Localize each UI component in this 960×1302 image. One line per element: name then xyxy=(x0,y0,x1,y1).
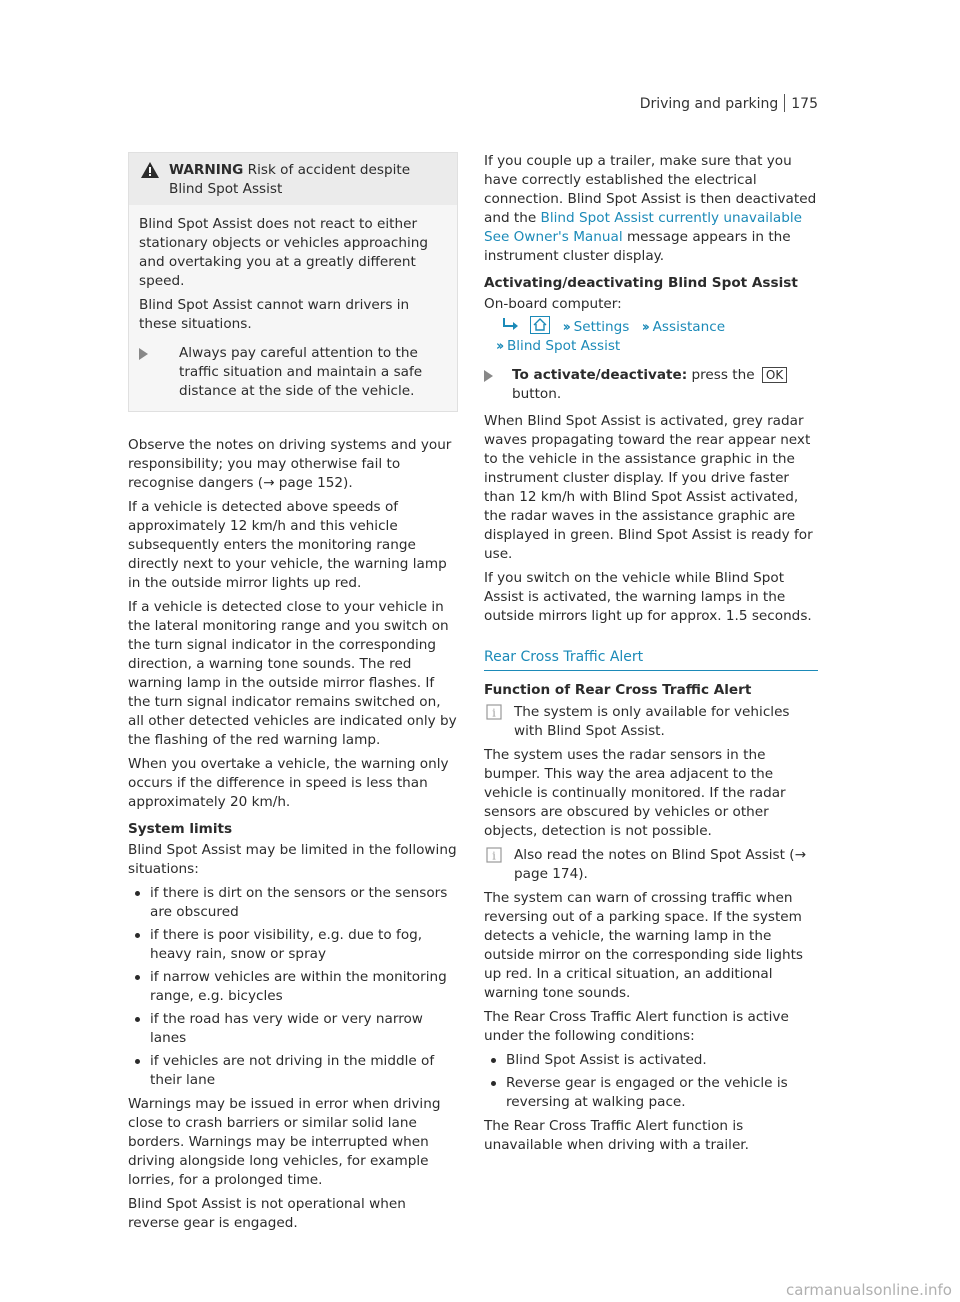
system-limits-heading: System limits xyxy=(128,821,233,837)
display-message: Blind Spot Assist currently unavailable See Owner's Manual xyxy=(484,210,802,245)
step-text: press the xyxy=(691,367,755,383)
list-item: if there is dirt on the sensors or the sensors are obscured xyxy=(128,884,458,922)
note-text: The system is only available for vehicles with Blind Spot Assist. xyxy=(514,704,790,739)
warning-triangle-icon xyxy=(141,162,159,178)
paragraph: When you overtake a vehicle, the warning only occurs if the difference in speed is less than approximately 20 km/h. xyxy=(128,756,449,810)
menu-path-row xyxy=(484,337,818,356)
svg-text:i: i xyxy=(492,849,496,863)
step-arrow-icon xyxy=(139,348,148,360)
chevron-icon: ›› xyxy=(496,338,503,354)
paragraph: The system uses the radar sensors in the bumper. This way the area adjacent to the vehicle is continually monitored. If the radar sensors are obscured by vehicles or other objects, detection is not possible. xyxy=(484,747,786,839)
list-item: if the road has very wide or very narrow lanes xyxy=(128,1010,458,1048)
limits-list xyxy=(128,884,458,1090)
limits-intro: Blind Spot Assist may be limited in the following situations: xyxy=(128,842,457,877)
menu-settings: Settings xyxy=(573,319,630,335)
watermark: carmanualsonline.info xyxy=(786,1281,952,1299)
list-item: if narrow vehicles are within the monitoring range, e.g. bicycles xyxy=(128,968,458,1006)
menu-blind-spot-assist: Blind Spot Assist xyxy=(506,338,621,354)
warning-body xyxy=(129,205,457,411)
step-text-end: button. xyxy=(512,386,562,402)
warning-paragraph: Blind Spot Assist does not react to either stationary objects or vehicles approaching and overtaking you at a greatly different speed. xyxy=(139,216,429,289)
header-divider xyxy=(784,94,785,112)
list-item: if vehicles are not driving in the middle of their lane xyxy=(128,1052,458,1090)
enter-arrow-icon xyxy=(502,318,518,332)
right-column xyxy=(484,152,818,1160)
paragraph: The Rear Cross Traffic Alert function is active under the following conditions: xyxy=(484,1009,789,1044)
list-item: Blind Spot Assist is activated. xyxy=(484,1051,818,1070)
paragraph: If a vehicle is detected above speeds of approximately 12 km/h and this vehicle subsequently enters the monitoring range directly next to your vehicle, the warning lamp in the outside mirror lights up red. xyxy=(128,499,447,591)
list-item: if there is poor visibility, e.g. due to fog, heavy rain, snow or spray xyxy=(128,926,458,964)
info-note xyxy=(484,703,818,741)
warning-title: Risk of accident despite Blind Spot Assist xyxy=(169,162,411,197)
paragraph: Warnings may be issued in error when driving close to crash barriers or similar solid lane borders. Warnings may be interrupted when driving alongside long vehicles, for example lorries, for a prolonged time. xyxy=(128,1096,441,1188)
trailer-text: If you couple up a trailer, make sure that you have correctly established the electrical connection. Blind Spot Assist is then deactivated and the xyxy=(484,153,817,226)
activate-heading: Activating/deactivating Blind Spot Assist xyxy=(484,275,798,291)
paragraph: If a vehicle is detected close to your vehicle in the lateral monitoring range and you switch on the turn signal indicator in the corresponding direction, a warning tone sounds. The red warning lamp in the outside mirror flashes. If the turn signal indicator remains switched on, all other detected vehicles are indicated only by the flashing of the red warning lamp. xyxy=(128,599,457,748)
activate-step xyxy=(484,366,818,404)
chevron-icon: ›› xyxy=(562,319,570,335)
menu-path xyxy=(484,316,818,356)
warning-step xyxy=(139,344,445,401)
info-icon xyxy=(486,704,502,720)
warning-label: WARNING xyxy=(169,162,244,178)
step-arrow-icon xyxy=(484,370,493,382)
paragraph: The system can warn of crossing traffic when reversing out of a parking space. If the system detects a vehicle, the warning lamp in the outside mirror on the corresponding side lights up red. In a critical situation, an additional warning tone sounds. xyxy=(484,890,803,1001)
function-heading: Function of Rear Cross Traffic Alert xyxy=(484,682,752,698)
chevron-icon: ›› xyxy=(641,319,649,335)
paragraph: Blind Spot Assist is not operational when reverse gear is engaged. xyxy=(128,1196,406,1231)
step-label: To activate/deactivate: xyxy=(512,367,688,383)
section-title: Driving and parking xyxy=(639,96,779,112)
home-icon xyxy=(530,316,550,334)
note-text: Also read the notes on Blind Spot Assist (→ page 174). xyxy=(514,847,806,882)
conditions-list xyxy=(484,1051,818,1112)
warning-step-text: Always pay careful attention to the traffic situation and maintain a safe distance at the side of the vehicle. xyxy=(179,345,423,399)
info-icon xyxy=(486,847,502,863)
warning-box xyxy=(128,152,458,412)
info-note xyxy=(484,846,818,884)
onboard-label: On-board computer: xyxy=(484,296,622,312)
trailer-text-end: message appears in the instrument cluster display. xyxy=(484,229,791,264)
menu-path-row xyxy=(484,316,818,337)
warning-header xyxy=(129,153,457,205)
page-number: 175 xyxy=(791,96,818,112)
page-header xyxy=(640,94,818,114)
paragraph: Observe the notes on driving systems and your responsibility; you may otherwise fail to recognise dangers (→ page 152). xyxy=(128,437,452,491)
list-item: Reverse gear is engaged or the vehicle is reversing at walking pace. xyxy=(484,1074,818,1112)
rcta-section-title: Rear Cross Traffic Alert xyxy=(484,648,818,671)
ok-key-icon: OK xyxy=(762,367,787,383)
left-column xyxy=(128,152,458,1238)
svg-text:i: i xyxy=(492,706,496,720)
paragraph: The Rear Cross Traffic Alert function is unavailable when driving with a trailer. xyxy=(484,1118,749,1153)
paragraph: If you switch on the vehicle while Blind Spot Assist is activated, the warning lamps in the outside mirrors light up for approx. 1.5 seconds. xyxy=(484,570,812,624)
menu-assistance: Assistance xyxy=(652,319,726,335)
paragraph: When Blind Spot Assist is activated, grey radar waves propagating toward the rear appear next to the vehicle in the assistance graphic in the instrument cluster display. If you drive faster than 12 km/h with Blind Spot Assist activated, the radar waves in the assistance graphic are displayed in green. Blind Spot Assist is ready for use. xyxy=(484,413,813,562)
trailer-paragraph xyxy=(484,152,818,266)
warning-paragraph: Blind Spot Assist cannot warn drivers in these situations. xyxy=(139,297,410,332)
